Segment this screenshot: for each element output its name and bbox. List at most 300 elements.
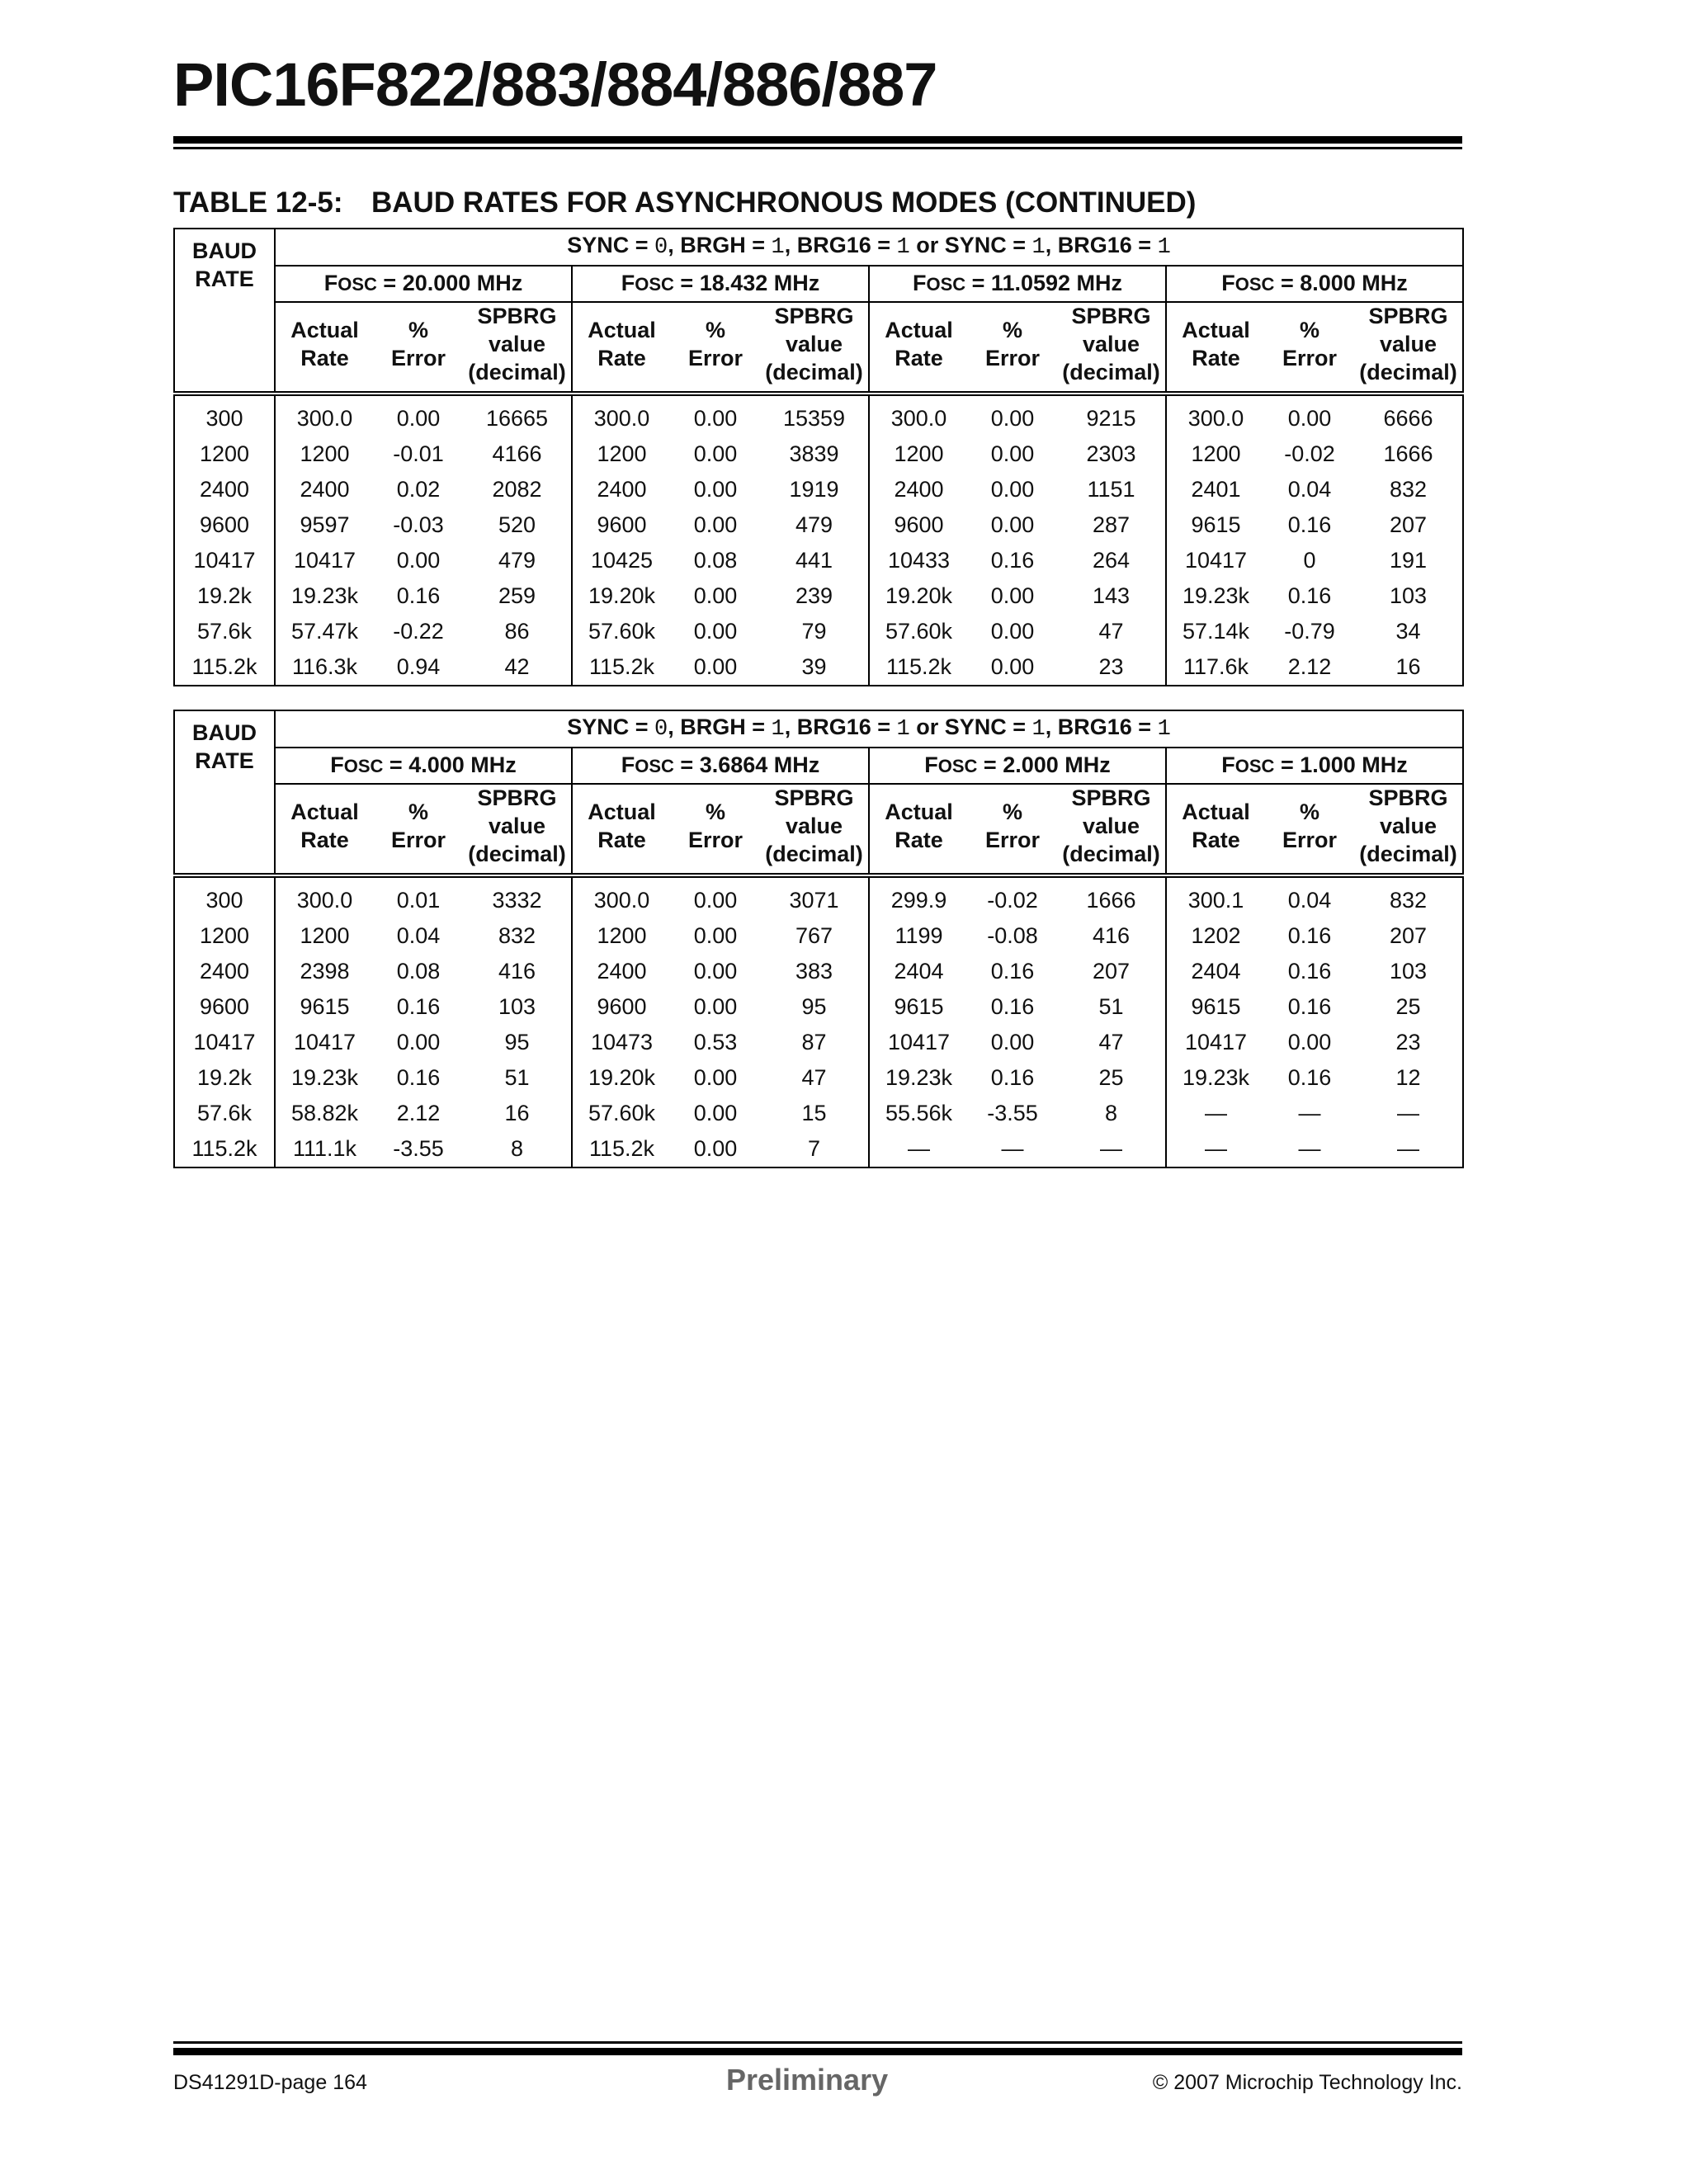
percent-error-cell: 0.16 bbox=[990, 993, 1035, 1019]
spbrg-value-header-line: value bbox=[1082, 331, 1140, 356]
actual-rate-header bbox=[572, 302, 671, 394]
spbrg-value-header bbox=[760, 302, 869, 394]
actual-rate-cell: 2404 bbox=[1191, 958, 1241, 984]
spbrg-value-cell: 47 bbox=[1057, 614, 1166, 649]
actual-rate-cell: 19.20k bbox=[885, 583, 953, 608]
percent-error-cell: -3.55 bbox=[374, 1131, 463, 1167]
percent-error-cell: 0.02 bbox=[396, 476, 441, 502]
percent-error-header-line: Error bbox=[687, 827, 744, 852]
spbrg-value-cell: 767 bbox=[760, 918, 869, 954]
actual-rate-cell: 116.3k bbox=[275, 649, 374, 686]
percent-error-cell: 2.12 bbox=[1265, 649, 1354, 686]
actual-rate-cell: 10417 bbox=[1184, 547, 1248, 573]
spbrg-value-cell: 832 bbox=[1354, 472, 1463, 507]
spbrg-value-cell: 16 bbox=[463, 1096, 572, 1131]
fosc-value: = 4.000 MHz bbox=[383, 752, 517, 778]
spbrg-value-cell: 832 bbox=[1354, 875, 1463, 918]
actual-rate-cell: 57.60k bbox=[588, 1100, 656, 1125]
fosc-header bbox=[869, 266, 1166, 302]
spbrg-value-cell: 8 bbox=[463, 1131, 572, 1167]
title-rule bbox=[173, 136, 1462, 144]
spbrg-value-cell: 8 bbox=[1057, 1096, 1166, 1131]
actual-rate-header-line: Rate bbox=[300, 827, 349, 852]
percent-error-header-line: Error bbox=[984, 827, 1041, 852]
footer-page-number: DS41291D-page 164 bbox=[173, 2071, 367, 2094]
fosc-prefix: F bbox=[1221, 752, 1235, 778]
actual-rate-cell: 1200 bbox=[894, 441, 944, 466]
baud-rate-table-1 bbox=[173, 228, 1464, 686]
actual-rate-header-line: Actual bbox=[1182, 317, 1250, 342]
spbrg-value-header-line: SPBRG bbox=[1368, 785, 1448, 810]
actual-rate-cell: 57.60k bbox=[588, 618, 656, 644]
spbrg-value-header-line: (decimal) bbox=[765, 359, 863, 384]
spbrg-value-cell: 16 bbox=[1354, 649, 1463, 686]
percent-error-cell: — bbox=[1298, 1100, 1321, 1125]
percent-error-header-line: % bbox=[1299, 317, 1319, 342]
actual-rate-header bbox=[275, 784, 374, 875]
actual-rate-header-line: Actual bbox=[885, 799, 953, 824]
spbrg-value-cell: 103 bbox=[463, 989, 572, 1025]
percent-error-header-line: % bbox=[1002, 799, 1022, 824]
table-row bbox=[174, 1096, 1463, 1131]
percent-error-header bbox=[1265, 302, 1354, 394]
spbrg-value-cell: 3071 bbox=[760, 875, 869, 918]
sync-bit-value: 0 bbox=[654, 717, 668, 743]
percent-error-cell: 0.00 bbox=[990, 476, 1035, 502]
actual-rate-cell: 1200 bbox=[597, 441, 647, 466]
percent-error-header-line: Error bbox=[390, 345, 446, 370]
percent-error-cell: 0.16 bbox=[1287, 512, 1332, 537]
table-row bbox=[174, 578, 1463, 614]
sync-bit-value: 1 bbox=[896, 717, 910, 743]
footer-preliminary: Preliminary bbox=[726, 2063, 889, 2097]
percent-error-cell: 0.00 bbox=[990, 405, 1035, 431]
actual-rate-cell: 10417 bbox=[887, 1029, 951, 1054]
baud-rate-cell: 57.6k bbox=[174, 614, 275, 649]
table-row bbox=[174, 875, 1463, 918]
percent-error-cell: 0.16 bbox=[396, 1064, 441, 1090]
fosc-prefix: F bbox=[323, 271, 338, 296]
actual-rate-cell: 57.60k bbox=[885, 618, 953, 644]
fosc-value: = 11.0592 MHz bbox=[965, 271, 1123, 296]
baud-rate-header-spacer bbox=[174, 784, 275, 875]
actual-rate-cell: 115.2k bbox=[572, 649, 671, 686]
fosc-value: = 1.000 MHz bbox=[1274, 752, 1408, 778]
actual-rate-cell: 10417 bbox=[293, 547, 356, 573]
spbrg-value-cell: 16665 bbox=[463, 394, 572, 436]
fosc-subscript: OSC bbox=[926, 274, 966, 295]
actual-rate-cell: 9615 bbox=[894, 993, 944, 1019]
table-row bbox=[174, 394, 1463, 436]
baud-rate-header-line: RATE bbox=[195, 267, 254, 291]
actual-rate-header-line: Actual bbox=[588, 799, 656, 824]
percent-error-header-line: Error bbox=[390, 827, 446, 852]
spbrg-value-cell: 15 bbox=[760, 1096, 869, 1131]
percent-error-header-line: % bbox=[705, 799, 725, 824]
percent-error-cell: 0.01 bbox=[396, 887, 441, 913]
percent-error-cell: 0.00 bbox=[693, 618, 738, 644]
baud-rate-cell: 1200 bbox=[174, 918, 275, 954]
actual-rate-header bbox=[275, 302, 374, 394]
baud-rate-cell: 300 bbox=[174, 875, 275, 918]
percent-error-cell: -0.22 bbox=[393, 618, 444, 644]
percent-error-cell: 0.00 bbox=[968, 649, 1057, 686]
spbrg-value-cell: 191 bbox=[1354, 543, 1463, 578]
actual-rate-header bbox=[869, 784, 968, 875]
percent-error-cell: 0.16 bbox=[1287, 583, 1332, 608]
baud-rate-cell: 115.2k bbox=[174, 1131, 275, 1167]
actual-rate-cell: 300.0 bbox=[1187, 405, 1244, 431]
spbrg-value-cell: 86 bbox=[463, 614, 572, 649]
spbrg-value-cell: 2303 bbox=[1057, 436, 1166, 472]
footer-rule bbox=[173, 2048, 1462, 2055]
percent-error-cell: 0.00 bbox=[396, 405, 441, 431]
spbrg-value-header-line: value bbox=[1379, 813, 1437, 838]
footer-rule-thin bbox=[173, 2041, 1462, 2044]
spbrg-value-header bbox=[1354, 302, 1463, 394]
table-row bbox=[174, 1131, 1463, 1167]
percent-error-cell: — bbox=[968, 1131, 1057, 1167]
percent-error-header-line: % bbox=[1299, 799, 1319, 824]
actual-rate-cell: 10417 bbox=[1184, 1029, 1248, 1054]
spbrg-value-cell: 287 bbox=[1057, 507, 1166, 543]
actual-rate-cell: 1200 bbox=[1191, 441, 1241, 466]
baud-rate-cell: 10417 bbox=[174, 543, 275, 578]
sync-label: SYNC = bbox=[567, 233, 655, 258]
actual-rate-cell: 19.23k bbox=[290, 583, 359, 608]
actual-rate-cell: 300.0 bbox=[593, 405, 650, 431]
spbrg-value-header bbox=[1354, 784, 1463, 875]
fosc-value: = 18.432 MHz bbox=[673, 271, 820, 296]
fosc-subscript: OSC bbox=[338, 274, 377, 295]
fosc-header bbox=[572, 748, 869, 784]
spbrg-value-cell: — bbox=[1057, 1131, 1166, 1167]
spbrg-value-header-line: (decimal) bbox=[1062, 841, 1160, 866]
percent-error-cell: -0.02 bbox=[987, 887, 1038, 913]
actual-rate-cell: 1200 bbox=[300, 922, 350, 948]
spbrg-value-cell: 95 bbox=[463, 1025, 572, 1060]
sync-label: or SYNC = bbox=[909, 233, 1032, 258]
actual-rate-cell: — bbox=[1166, 1131, 1265, 1167]
sync-bit-value: 1 bbox=[1157, 235, 1171, 261]
percent-error-cell: 0.00 bbox=[693, 887, 738, 913]
baud-rate-header-line: BAUD bbox=[192, 238, 257, 264]
percent-error-cell: -0.01 bbox=[393, 441, 444, 466]
sync-label: or SYNC = bbox=[909, 715, 1032, 740]
actual-rate-header bbox=[1166, 784, 1265, 875]
percent-error-cell: 0.04 bbox=[1287, 476, 1332, 502]
sync-label: , BRGH = bbox=[668, 233, 772, 258]
spbrg-value-cell: 3332 bbox=[463, 875, 572, 918]
spbrg-value-cell: 239 bbox=[760, 578, 869, 614]
percent-error-cell: 0.00 bbox=[693, 922, 738, 948]
percent-error-cell: -0.08 bbox=[987, 922, 1038, 948]
actual-rate-cell: 2400 bbox=[894, 476, 944, 502]
actual-rate-header-line: Rate bbox=[300, 345, 349, 370]
spbrg-value-cell: 441 bbox=[760, 543, 869, 578]
spbrg-value-header-line: SPBRG bbox=[774, 785, 854, 810]
actual-rate-cell: 55.56k bbox=[885, 1100, 953, 1125]
baud-rate-header-line: RATE bbox=[195, 748, 254, 773]
footer-copyright: © 2007 Microchip Technology Inc. bbox=[1152, 2071, 1462, 2094]
fosc-header bbox=[1166, 748, 1463, 784]
table-row bbox=[174, 436, 1463, 472]
spbrg-value-cell: 479 bbox=[760, 507, 869, 543]
actual-rate-header-line: Actual bbox=[290, 317, 359, 342]
spbrg-value-cell: 3839 bbox=[760, 436, 869, 472]
actual-rate-cell: 9600 bbox=[597, 512, 647, 537]
actual-rate-cell: 19.23k bbox=[290, 1064, 359, 1090]
actual-rate-cell: 115.2k bbox=[869, 649, 968, 686]
spbrg-value-cell: — bbox=[1354, 1096, 1463, 1131]
percent-error-header bbox=[968, 302, 1057, 394]
spbrg-value-cell: 7 bbox=[760, 1131, 869, 1167]
sync-bit-value: 1 bbox=[1031, 717, 1046, 743]
actual-rate-cell: 9597 bbox=[300, 512, 350, 537]
actual-rate-cell: 9600 bbox=[894, 512, 944, 537]
table-row bbox=[174, 472, 1463, 507]
fosc-subscript: OSC bbox=[635, 274, 674, 295]
actual-rate-cell: 10417 bbox=[293, 1029, 356, 1054]
spbrg-value-cell: 12 bbox=[1354, 1060, 1463, 1096]
baud-rate-header bbox=[174, 229, 275, 302]
fosc-prefix: F bbox=[621, 271, 635, 296]
actual-rate-header bbox=[1166, 302, 1265, 394]
baud-rate-cell: 9600 bbox=[174, 989, 275, 1025]
actual-rate-header-line: Rate bbox=[597, 827, 646, 852]
fosc-prefix: F bbox=[1221, 271, 1235, 296]
percent-error-header-line: Error bbox=[1282, 345, 1338, 370]
spbrg-value-header-line: (decimal) bbox=[765, 841, 863, 866]
baud-rate-header bbox=[174, 710, 275, 784]
fosc-value: = 3.6864 MHz bbox=[673, 752, 820, 778]
spbrg-value-cell: 207 bbox=[1057, 954, 1166, 989]
percent-error-header-line: % bbox=[705, 317, 725, 342]
table-row bbox=[174, 989, 1463, 1025]
percent-error-cell: 0.00 bbox=[693, 476, 738, 502]
percent-error-cell: 0.00 bbox=[396, 547, 441, 573]
actual-rate-cell: 10473 bbox=[590, 1029, 654, 1054]
actual-rate-cell: 2401 bbox=[1191, 476, 1241, 502]
percent-error-cell: 0.00 bbox=[693, 993, 738, 1019]
spbrg-value-cell: 51 bbox=[463, 1060, 572, 1096]
spbrg-value-header bbox=[1057, 784, 1166, 875]
fosc-subscript: OSC bbox=[937, 756, 978, 777]
spbrg-value-header bbox=[1057, 302, 1166, 394]
actual-rate-header-line: Actual bbox=[290, 799, 359, 824]
spbrg-value-header bbox=[463, 784, 572, 875]
spbrg-value-cell: — bbox=[1354, 1131, 1463, 1167]
spbrg-value-header bbox=[463, 302, 572, 394]
baud-rate-table-2 bbox=[173, 710, 1464, 1168]
actual-rate-cell: 1200 bbox=[300, 441, 350, 466]
sync-header bbox=[275, 229, 1463, 266]
fosc-header bbox=[572, 266, 869, 302]
spbrg-value-cell: 416 bbox=[463, 954, 572, 989]
fosc-header bbox=[275, 266, 572, 302]
percent-error-header-line: % bbox=[408, 317, 428, 342]
percent-error-cell: 0.00 bbox=[990, 583, 1035, 608]
percent-error-cell: — bbox=[1265, 1131, 1354, 1167]
spbrg-value-header-line: value bbox=[785, 331, 843, 356]
spbrg-value-header-line: (decimal) bbox=[468, 359, 566, 384]
percent-error-cell: 0.00 bbox=[1287, 1029, 1332, 1054]
actual-rate-header-line: Rate bbox=[597, 345, 646, 370]
spbrg-value-cell: 15359 bbox=[760, 394, 869, 436]
actual-rate-cell: 2404 bbox=[894, 958, 944, 984]
percent-error-cell: 0.16 bbox=[1287, 958, 1332, 984]
baud-rate-cell: 19.2k bbox=[174, 1060, 275, 1096]
actual-rate-cell: 300.0 bbox=[296, 405, 353, 431]
actual-rate-cell: 111.1k bbox=[275, 1131, 374, 1167]
table-row bbox=[174, 614, 1463, 649]
actual-rate-cell: 9615 bbox=[1191, 512, 1241, 537]
percent-error-header bbox=[671, 302, 760, 394]
percent-error-cell: 0.00 bbox=[693, 405, 738, 431]
percent-error-cell: 0.00 bbox=[990, 441, 1035, 466]
table-row bbox=[174, 543, 1463, 578]
percent-error-cell: 0.00 bbox=[1287, 405, 1332, 431]
percent-error-cell: 0.00 bbox=[693, 441, 738, 466]
spbrg-value-header-line: SPBRG bbox=[477, 785, 557, 810]
actual-rate-header-line: Actual bbox=[1182, 799, 1250, 824]
spbrg-value-cell: 51 bbox=[1057, 989, 1166, 1025]
actual-rate-header-line: Actual bbox=[885, 317, 953, 342]
fosc-prefix: F bbox=[912, 271, 927, 296]
spbrg-value-header-line: SPBRG bbox=[1071, 785, 1151, 810]
percent-error-cell: 0.16 bbox=[1287, 993, 1332, 1019]
percent-error-header bbox=[671, 784, 760, 875]
actual-rate-cell: 2400 bbox=[597, 476, 647, 502]
actual-rate-header-line: Rate bbox=[895, 827, 943, 852]
percent-error-header bbox=[374, 302, 463, 394]
actual-rate-cell: 300.1 bbox=[1187, 887, 1244, 913]
actual-rate-cell: 57.14k bbox=[1182, 618, 1250, 644]
spbrg-value-header-line: (decimal) bbox=[1359, 841, 1457, 866]
spbrg-value-cell: 383 bbox=[760, 954, 869, 989]
sync-header bbox=[275, 710, 1463, 748]
actual-rate-cell: 10433 bbox=[887, 547, 951, 573]
percent-error-header-line: % bbox=[1002, 317, 1022, 342]
fosc-subscript: OSC bbox=[1234, 756, 1275, 777]
actual-rate-cell: 19.23k bbox=[885, 1064, 953, 1090]
page-title: PIC16F822/883/884/886/887 bbox=[173, 50, 937, 119]
percent-error-cell: 0.16 bbox=[1287, 922, 1332, 948]
actual-rate-header-line: Rate bbox=[895, 345, 943, 370]
spbrg-value-cell: 39 bbox=[760, 649, 869, 686]
actual-rate-cell: 117.6k bbox=[1166, 649, 1265, 686]
percent-error-cell: 0.00 bbox=[693, 1064, 738, 1090]
percent-error-cell: -3.55 bbox=[987, 1100, 1038, 1125]
table-row bbox=[174, 649, 1463, 686]
actual-rate-cell: 9615 bbox=[1191, 993, 1241, 1019]
percent-error-cell: 0.94 bbox=[374, 649, 463, 686]
spbrg-value-cell: 416 bbox=[1057, 918, 1166, 954]
percent-error-cell: 0.16 bbox=[990, 547, 1035, 573]
actual-rate-cell: 19.20k bbox=[588, 583, 656, 608]
fosc-prefix: F bbox=[621, 752, 635, 778]
sync-bit-value: 1 bbox=[771, 717, 785, 743]
actual-rate-cell: 2398 bbox=[300, 958, 350, 984]
actual-rate-header-line: Actual bbox=[588, 317, 656, 342]
spbrg-value-cell: 1919 bbox=[760, 472, 869, 507]
baud-rate-cell: 2400 bbox=[174, 472, 275, 507]
fosc-subscript: OSC bbox=[635, 756, 674, 777]
percent-error-cell: 0.00 bbox=[693, 958, 738, 984]
spbrg-value-cell: 4166 bbox=[463, 436, 572, 472]
percent-error-cell: 0.00 bbox=[693, 512, 738, 537]
actual-rate-cell: 19.20k bbox=[588, 1064, 656, 1090]
actual-rate-cell: 299.9 bbox=[890, 887, 947, 913]
baud-rate-cell: 115.2k bbox=[174, 649, 275, 686]
spbrg-value-cell: 79 bbox=[760, 614, 869, 649]
table-caption bbox=[173, 188, 1196, 217]
sync-label: SYNC = bbox=[567, 715, 655, 740]
fosc-header bbox=[1166, 266, 1463, 302]
spbrg-value-cell: 143 bbox=[1057, 578, 1166, 614]
table-row bbox=[174, 1060, 1463, 1096]
spbrg-value-cell: 520 bbox=[463, 507, 572, 543]
spbrg-value-cell: 207 bbox=[1354, 918, 1463, 954]
actual-rate-cell: 9615 bbox=[300, 993, 350, 1019]
actual-rate-cell: 2400 bbox=[597, 958, 647, 984]
percent-error-cell: 0.16 bbox=[396, 993, 441, 1019]
spbrg-value-header-line: SPBRG bbox=[774, 304, 854, 328]
percent-error-cell: -0.03 bbox=[393, 512, 444, 537]
actual-rate-cell: 9600 bbox=[597, 993, 647, 1019]
spbrg-value-cell: 42 bbox=[463, 649, 572, 686]
baud-rate-cell: 2400 bbox=[174, 954, 275, 989]
percent-error-header-line: % bbox=[408, 799, 428, 824]
spbrg-value-cell: 103 bbox=[1354, 954, 1463, 989]
percent-error-cell: 0.00 bbox=[693, 1100, 738, 1125]
spbrg-value-header-line: value bbox=[785, 813, 843, 838]
percent-error-header-line: Error bbox=[1282, 827, 1338, 852]
percent-error-cell: 0.04 bbox=[1287, 887, 1332, 913]
spbrg-value-header-line: value bbox=[1379, 331, 1437, 356]
spbrg-value-cell: 25 bbox=[1354, 989, 1463, 1025]
percent-error-cell: 0.00 bbox=[671, 649, 760, 686]
sync-bit-value: 1 bbox=[1031, 235, 1046, 261]
percent-error-cell: 0.16 bbox=[990, 1064, 1035, 1090]
spbrg-value-header-line: (decimal) bbox=[468, 841, 566, 866]
fosc-subscript: OSC bbox=[1234, 274, 1275, 295]
percent-error-cell: 0.16 bbox=[396, 583, 441, 608]
baud-rate-cell: 1200 bbox=[174, 436, 275, 472]
actual-rate-cell: 300.0 bbox=[890, 405, 947, 431]
sync-label: , BRG16 = bbox=[784, 233, 897, 258]
baud-rate-cell: 57.6k bbox=[174, 1096, 275, 1131]
percent-error-cell: 0.00 bbox=[990, 618, 1035, 644]
table-row bbox=[174, 954, 1463, 989]
percent-error-cell: 0.08 bbox=[693, 547, 738, 573]
percent-error-cell: 0.53 bbox=[693, 1029, 738, 1054]
spbrg-value-header-line: SPBRG bbox=[477, 304, 557, 328]
table-row bbox=[174, 1025, 1463, 1060]
percent-error-cell: 0.00 bbox=[990, 512, 1035, 537]
baud-rate-cell: 10417 bbox=[174, 1025, 275, 1060]
actual-rate-header bbox=[869, 302, 968, 394]
spbrg-value-header-line: value bbox=[488, 813, 546, 838]
actual-rate-cell: 115.2k bbox=[572, 1131, 671, 1167]
spbrg-value-header-line: SPBRG bbox=[1071, 304, 1151, 328]
fosc-subscript: OSC bbox=[343, 756, 384, 777]
fosc-value: = 20.000 MHz bbox=[376, 271, 523, 296]
percent-error-cell: 0 bbox=[1303, 547, 1316, 573]
actual-rate-cell: 19.23k bbox=[1182, 583, 1250, 608]
spbrg-value-cell: 1666 bbox=[1354, 436, 1463, 472]
actual-rate-cell: 58.82k bbox=[290, 1100, 359, 1125]
